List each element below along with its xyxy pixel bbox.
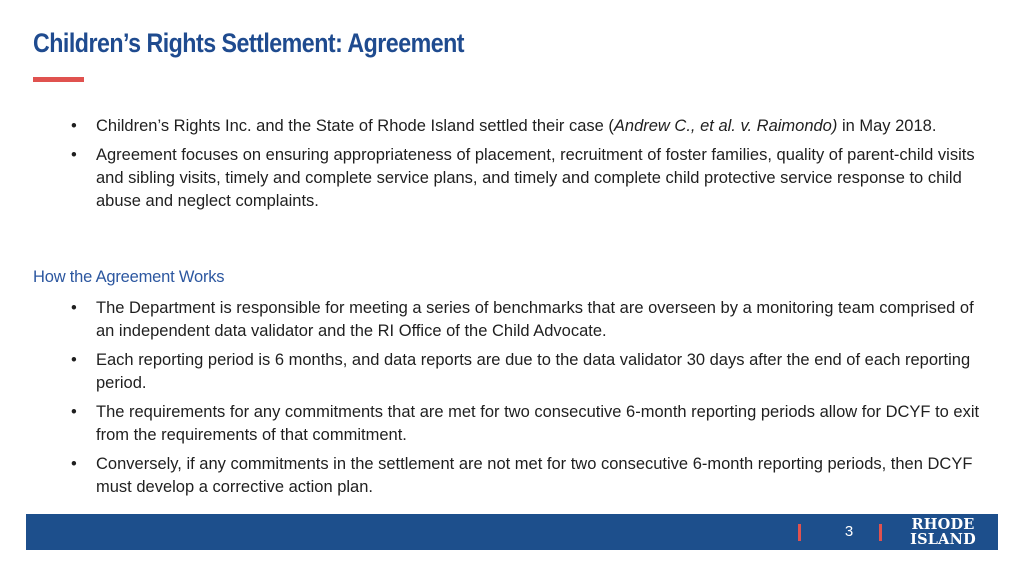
intro-bullet-list [71,115,986,219]
bullet-text: Agreement focuses on ensuring appropriateness of placement, recruitment of foster families, quality of parent-child visits and sibling visits, timely and complete service plans, and timely and complete child protective service response to child abuse and neglect complaints. [96,146,975,210]
how-it-works-bullet-list [71,297,986,505]
bullet-text: Conversely, if any commitments in the settlement are not met for two consecutive 6-month reporting periods, then DCYF must develop a corrective action plan. [96,455,973,496]
bullet-text: Each reporting period is 6 months, and data reports are due to the data validator 30 days after the end of each reporting period. [96,351,971,392]
footer-separator-left [798,524,801,541]
bullet-text: The Department is responsible for meeting a series of benchmarks that are overseen by a monitoring team comprised of an independent data validator and the RI Office of the Child Advocate. [96,299,974,340]
bullet-icon: • [71,351,77,369]
bullet-icon: • [71,146,77,164]
logo-line-1: RHODE [911,516,975,533]
bullet-text: The requirements for any commitments that are met for two consecutive 6-month reporting periods allow for DCYF to exit from the requirements of that commitment. [96,403,980,444]
bullet-icon: • [71,299,77,317]
list-item [71,297,986,343]
rhode-island-logo [907,517,979,547]
list-item [71,144,986,213]
bullet-icon: • [71,455,77,473]
list-item [71,453,986,499]
slide-title: Children’s Rights Settlement: Agreement [33,28,465,58]
page-number: 3 [844,523,854,540]
footer-separator-right [879,524,882,541]
bullet-icon: • [71,117,77,135]
bullet-icon: • [71,403,77,421]
list-item [71,349,986,395]
case-name: Andrew C., et al. v. Raimondo) [613,117,838,135]
logo-line-2: ISLAND [910,531,976,548]
list-item [71,115,986,138]
bullet-text: Children’s Rights Inc. and the State of Rhode Island settled their case (Andrew C., et al. v. Raimondo) in May 2018. [96,117,937,135]
title-accent-bar [33,77,84,82]
footer-bar [26,514,998,550]
section-heading: How the Agreement Works [33,268,225,286]
list-item [71,401,986,447]
